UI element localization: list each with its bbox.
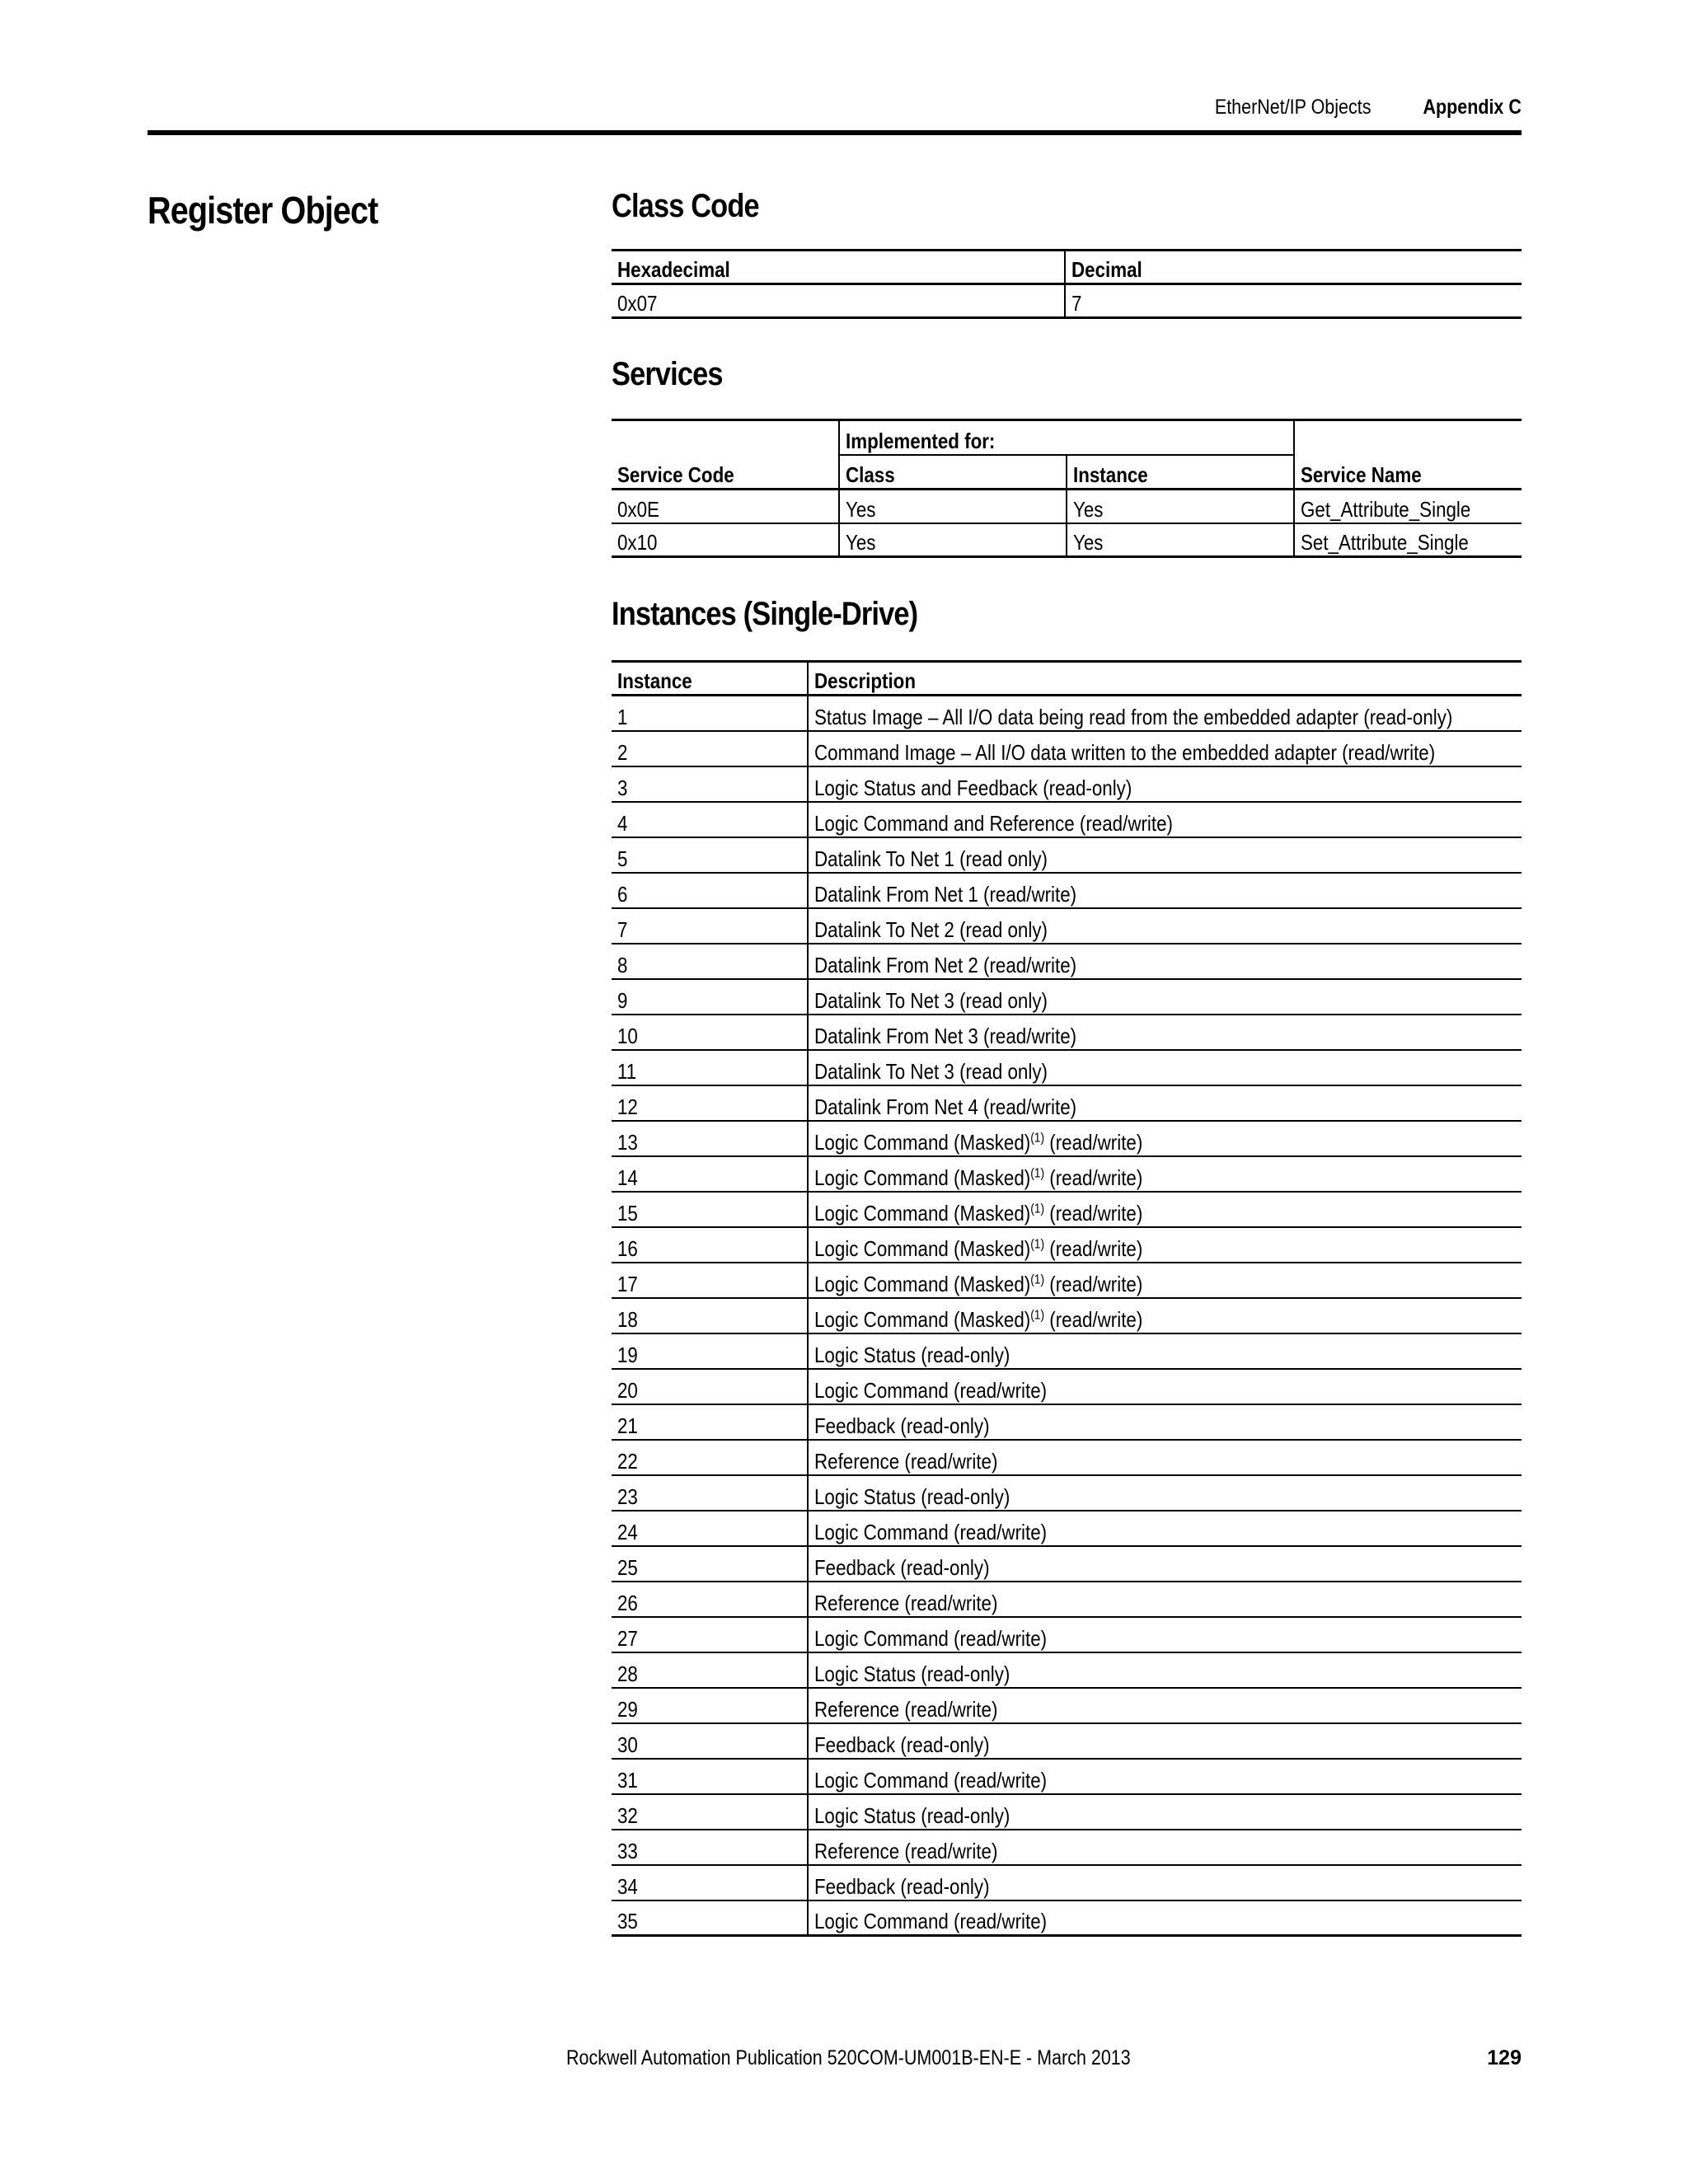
table-row <box>612 490 1522 523</box>
instance-description: Logic Command (Masked)$^{(1)}$ (read/write) <box>808 1121 1522 1156</box>
instance-description: Feedback (read-only) <box>808 1723 1522 1759</box>
instance-description: Logic Command (Masked)$^{(1)}$ (read/write) <box>808 1156 1522 1192</box>
instance-number: 15 <box>612 1192 808 1227</box>
instance-description: Feedback (read-only) <box>808 1865 1522 1900</box>
instance-description: Datalink From Net 1 (read/write) <box>808 873 1522 908</box>
instance-number: 10 <box>612 1015 808 1050</box>
table-row <box>612 1369 1522 1404</box>
instance-description: Logic Command (Masked)$^{(1)}$ (read/write) <box>808 1192 1522 1227</box>
instance-number: 14 <box>612 1156 808 1192</box>
table-row <box>612 1900 1522 1936</box>
table-row <box>612 1227 1522 1263</box>
footnote-marker: (1) <box>1030 1236 1045 1251</box>
table-row <box>612 1582 1522 1617</box>
instances-table <box>612 660 1522 1937</box>
page-number: 129 <box>1487 2046 1522 2069</box>
header-cell: Description <box>808 662 1522 696</box>
instance-description: Logic Status (read-only) <box>808 1333 1522 1369</box>
table-header-row <box>612 420 1522 455</box>
table-row <box>612 523 1522 557</box>
service-code: 0x0E <box>612 490 839 523</box>
instance-number: 31 <box>612 1759 808 1794</box>
table-row <box>612 1546 1522 1582</box>
instance-description: Reference (read/write) <box>808 1830 1522 1865</box>
class-code-title: Class Code <box>612 188 759 224</box>
decimal-value: 7 <box>1065 284 1522 318</box>
footnote-marker: (1) <box>1030 1165 1045 1180</box>
instance-number: 23 <box>612 1475 808 1511</box>
page-header <box>148 92 1522 135</box>
footnote-marker: (1) <box>1030 1201 1045 1216</box>
table-row <box>612 766 1522 802</box>
table-row <box>612 1794 1522 1830</box>
header-section-title: EtherNet/IP Objects <box>1214 96 1372 119</box>
instance-description: Logic Command (Masked)$^{(1)}$ (read/write) <box>808 1298 1522 1333</box>
instance-description: Feedback (read-only) <box>808 1404 1522 1440</box>
table-row <box>612 908 1522 944</box>
instance-implemented: Yes <box>1067 490 1294 523</box>
instances-title: Instances (Single-Drive) <box>612 596 918 632</box>
table-row <box>612 1688 1522 1723</box>
instance-number: 35 <box>612 1900 808 1936</box>
hex-value: 0x07 <box>612 284 1065 318</box>
instance-number: 8 <box>612 944 808 979</box>
header-cell: Service Code <box>612 420 839 490</box>
services-table <box>612 419 1522 558</box>
instance-number: 6 <box>612 873 808 908</box>
instance-description: Command Image – All I/O data written to the embedded adapter (read/write) <box>808 731 1522 766</box>
instance-description: Feedback (read-only) <box>808 1546 1522 1582</box>
table-row <box>612 1511 1522 1546</box>
instance-number: 33 <box>612 1830 808 1865</box>
instance-description: Reference (read/write) <box>808 1688 1522 1723</box>
footnote-marker: (1) <box>1030 1307 1045 1322</box>
instance-description: Datalink To Net 3 (read only) <box>808 1050 1522 1085</box>
instance-description: Datalink To Net 2 (read only) <box>808 908 1522 944</box>
table-row <box>612 696 1522 731</box>
service-name: Get_Attribute_Single <box>1294 490 1522 523</box>
header-cell: Instance <box>612 662 808 696</box>
instance-description: Datalink From Net 2 (read/write) <box>808 944 1522 979</box>
instance-description: Reference (read/write) <box>808 1440 1522 1475</box>
table-row <box>612 1015 1522 1050</box>
instance-description: Logic Command (read/write) <box>808 1900 1522 1936</box>
instance-number: 9 <box>612 979 808 1015</box>
table-row <box>612 944 1522 979</box>
instance-number: 34 <box>612 1865 808 1900</box>
instance-number: 26 <box>612 1582 808 1617</box>
header-cell: Service Name <box>1294 420 1522 490</box>
instance-number: 12 <box>612 1085 808 1121</box>
table-header-row <box>612 662 1522 696</box>
instance-number: 32 <box>612 1794 808 1830</box>
instance-description: Logic Command (Masked)$^{(1)}$ (read/write) <box>808 1263 1522 1298</box>
publication-info: Rockwell Automation Publication 520COM-UM001B-EN-E - March 2013 <box>566 2046 1131 2069</box>
instance-number: 30 <box>612 1723 808 1759</box>
table-row <box>612 1121 1522 1156</box>
instance-number: 28 <box>612 1652 808 1688</box>
instance-description: Reference (read/write) <box>808 1582 1522 1617</box>
table-row <box>612 1192 1522 1227</box>
table-row <box>612 802 1522 837</box>
instance-description: Logic Status (read-only) <box>808 1652 1522 1688</box>
table-row <box>612 1475 1522 1511</box>
instance-number: 20 <box>612 1369 808 1404</box>
instance-number: 7 <box>612 908 808 944</box>
instance-description: Logic Command (Masked)$^{(1)}$ (read/write) <box>808 1227 1522 1263</box>
footnote-marker: (1) <box>1030 1130 1045 1145</box>
instance-number: 27 <box>612 1617 808 1652</box>
class-implemented: Yes <box>839 490 1067 523</box>
table-row <box>612 1333 1522 1369</box>
header-cell: Instance <box>1067 455 1294 490</box>
instance-description: Logic Status and Feedback (read-only) <box>808 766 1522 802</box>
instance-number: 18 <box>612 1298 808 1333</box>
instance-number: 21 <box>612 1404 808 1440</box>
instance-number: 3 <box>612 766 808 802</box>
instance-description: Logic Command (read/write) <box>808 1369 1522 1404</box>
table-row <box>612 1830 1522 1865</box>
instance-number: 5 <box>612 837 808 873</box>
class-implemented: Yes <box>839 523 1067 557</box>
instance-number: 11 <box>612 1050 808 1085</box>
instance-description: Datalink From Net 4 (read/write) <box>808 1085 1522 1121</box>
header-cell: Implemented for: <box>839 420 1294 455</box>
table-row <box>612 284 1522 318</box>
instance-description: Logic Command (read/write) <box>808 1759 1522 1794</box>
table-row <box>612 1440 1522 1475</box>
instance-description: Logic Status (read-only) <box>808 1475 1522 1511</box>
table-row <box>612 1404 1522 1440</box>
instance-description: Logic Command (read/write) <box>808 1617 1522 1652</box>
table-row <box>612 1156 1522 1192</box>
table-row <box>612 1759 1522 1794</box>
object-title: Register Object <box>148 189 378 232</box>
header-cell: Class <box>839 455 1067 490</box>
running-header-text <box>1189 96 1522 120</box>
instance-description: Datalink To Net 3 (read only) <box>808 979 1522 1015</box>
instance-number: 16 <box>612 1227 808 1263</box>
instance-number: 25 <box>612 1546 808 1582</box>
instance-number: 13 <box>612 1121 808 1156</box>
class-code-table <box>612 249 1522 319</box>
instance-description: Datalink From Net 3 (read/write) <box>808 1015 1522 1050</box>
instance-number: 17 <box>612 1263 808 1298</box>
instance-number: 29 <box>612 1688 808 1723</box>
table-row <box>612 837 1522 873</box>
header-appendix-label: Appendix C <box>1423 96 1522 119</box>
instance-number: 4 <box>612 802 808 837</box>
table-row <box>612 1085 1522 1121</box>
footnote-marker: (1) <box>1030 1272 1045 1286</box>
table-row <box>612 873 1522 908</box>
table-row <box>612 731 1522 766</box>
service-name: Set_Attribute_Single <box>1294 523 1522 557</box>
table-row <box>612 1298 1522 1333</box>
instance-description: Status Image – All I/O data being read from the embedded adapter (read-only) <box>808 696 1522 731</box>
instance-number: 22 <box>612 1440 808 1475</box>
table-row <box>612 1723 1522 1759</box>
header-cell: Decimal <box>1065 251 1522 284</box>
services-title: Services <box>612 356 723 392</box>
instance-number: 19 <box>612 1333 808 1369</box>
table-row <box>612 1865 1522 1900</box>
table-row <box>612 1617 1522 1652</box>
table-row <box>612 1050 1522 1085</box>
table-row <box>612 1263 1522 1298</box>
page-footer <box>148 2046 1522 2079</box>
instance-description: Logic Command (read/write) <box>808 1511 1522 1546</box>
instance-description: Logic Command and Reference (read/write) <box>808 802 1522 837</box>
header-cell: Hexadecimal <box>612 251 1065 284</box>
instance-description: Logic Status (read-only) <box>808 1794 1522 1830</box>
table-row <box>612 1652 1522 1688</box>
service-code: 0x10 <box>612 523 839 557</box>
instance-number: 2 <box>612 731 808 766</box>
instance-number: 24 <box>612 1511 808 1546</box>
table-header-row <box>612 251 1522 284</box>
instance-description: Datalink To Net 1 (read only) <box>808 837 1522 873</box>
instance-implemented: Yes <box>1067 523 1294 557</box>
instance-number: 1 <box>612 696 808 731</box>
table-row <box>612 979 1522 1015</box>
